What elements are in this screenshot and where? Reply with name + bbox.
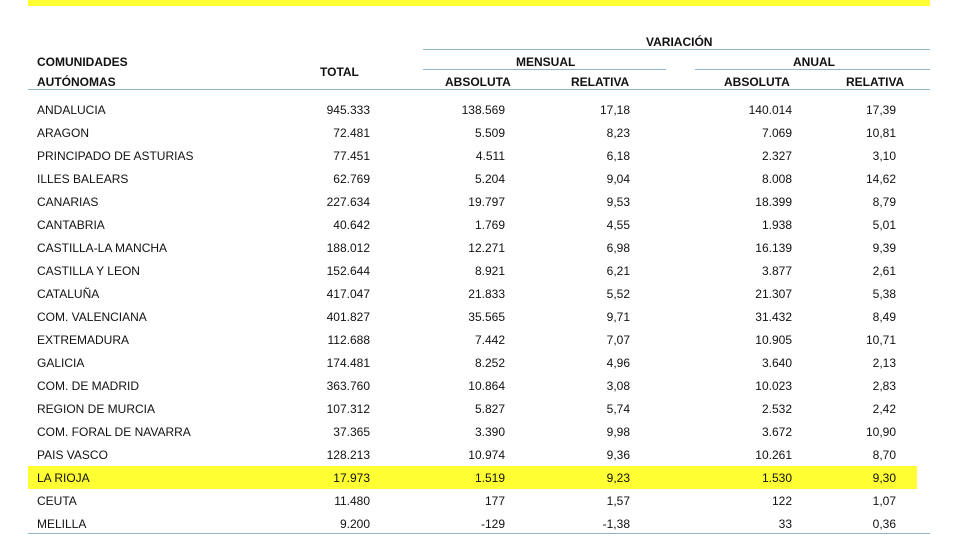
table-row [0,213,960,236]
mensual-relativa-value: 4,96 [606,356,630,370]
mensual-absoluta-value: 19.797 [468,195,505,209]
anual-absoluta-value: 21.307 [755,287,792,301]
mensual-absoluta-value: 3.390 [474,425,505,439]
anual-relativa-value: 8,49 [872,310,896,324]
anual-relativa-value: 1,07 [872,494,896,508]
total-value: 9.200 [339,517,370,531]
table-row [0,98,960,121]
mensual-absoluta-value: 8.252 [474,356,505,370]
region-name: ANDALUCIA [37,103,106,117]
anual-absoluta-value: 122 [771,494,792,508]
mensual-relativa-value: 9,36 [606,448,630,462]
anual-relativa-value: 9,30 [872,471,896,485]
mensual-relativa-value: 7,07 [606,333,630,347]
mensual-absoluta-value: 5.204 [474,172,505,186]
region-name: ILLES BALEARS [37,172,129,186]
anual-relativa-value: 9,39 [872,241,896,255]
mensual-absoluta-value: 7.442 [474,333,505,347]
table-row [0,190,960,213]
mensual-absoluta-value: 12.271 [468,241,505,255]
mensual-relativa-value: 9,23 [606,471,630,485]
anual-relativa-value: 5,01 [872,218,896,232]
mensual-relativa-value: 9,71 [606,310,630,324]
total-value: 188.012 [326,241,370,255]
mensual-absoluta-value: 177 [484,494,505,508]
anual-absoluta-value: 2.532 [761,402,792,416]
table-row [0,374,960,397]
mensual-absoluta-value: 10.864 [468,379,505,393]
region-name: EXTREMADURA [37,333,130,347]
table-row [0,351,960,374]
total-value: 417.047 [326,287,370,301]
region-name: CATALUÑA [37,287,100,301]
anual-absoluta-value: 16.139 [755,241,792,255]
anual-absoluta-value: 2.327 [761,149,792,163]
total-value: 107.312 [326,402,370,416]
anual-relativa-header: RELATIVA [846,75,905,89]
mensual-relativa-value: 4,55 [606,218,630,232]
region-name: CEUTA [37,494,77,508]
mensual-relativa-header: RELATIVA [571,75,630,89]
anual-relativa-value: 10,71 [865,333,896,347]
anual-absoluta-value: 140.014 [748,103,792,117]
mensual-relativa-value: 6,98 [606,241,630,255]
table-row [0,420,960,443]
mensual-absoluta-value: 5.509 [474,126,505,140]
total-header: TOTAL [320,65,359,79]
anual-relativa-value: 2,83 [872,379,896,393]
anual-relativa-value: 17,39 [865,103,896,117]
region-name: CASTILLA Y LEON [37,264,140,278]
mensual-rule [423,69,666,70]
mensual-absoluta-value: 1.519 [474,471,505,485]
total-value: 37.365 [333,425,370,439]
anual-absoluta-value: 10.905 [755,333,792,347]
table-row [0,282,960,305]
mensual-relativa-value: 6,18 [606,149,630,163]
total-value: 363.760 [326,379,370,393]
mensual-relativa-value: 1,57 [606,494,630,508]
table-row [0,305,960,328]
anual-absoluta-value: 8.008 [761,172,792,186]
total-value: 945.333 [326,103,370,117]
total-value: 77.451 [333,149,370,163]
table-row [0,328,960,351]
total-value: 128.213 [326,448,370,462]
region-name: CASTILLA-LA MANCHA [37,241,168,255]
comunidades-header: COMUNIDADES [37,55,128,69]
table-row [0,466,960,489]
total-value: 227.634 [326,195,370,209]
anual-relativa-value: 5,38 [872,287,896,301]
anual-absoluta-header: ABSOLUTA [724,75,790,89]
anual-absoluta-value: 3.672 [761,425,792,439]
total-value: 174.481 [326,356,370,370]
region-name: PAIS VASCO [37,448,108,462]
table-row [0,121,960,144]
anual-absoluta-value: 7.069 [761,126,792,140]
region-name: PRINCIPADO DE ASTURIAS [37,149,194,163]
anual-relativa-value: 10,90 [865,425,896,439]
total-value: 152.644 [326,264,370,278]
table-row [0,144,960,167]
mensual-relativa-value: -1,38 [602,517,630,531]
anual-relativa-value: 10,81 [865,126,896,140]
mensual-relativa-value: 3,08 [606,379,630,393]
anual-absoluta-value: 10.261 [755,448,792,462]
region-name: MELILLA [37,517,87,531]
mensual-relativa-value: 5,52 [606,287,630,301]
mensual-header: MENSUAL [516,55,576,69]
anual-relativa-value: 8,79 [872,195,896,209]
total-value: 17.973 [333,471,370,485]
region-name: CANARIAS [37,195,99,209]
mensual-absoluta-value: 10.974 [468,448,505,462]
region-name: COM. VALENCIANA [37,310,147,324]
anual-relativa-value: 14,62 [865,172,896,186]
anual-absoluta-value: 18.399 [755,195,792,209]
anual-absoluta-value: 33 [778,517,792,531]
variacion-rule [423,49,930,50]
total-value: 112.688 [327,333,370,347]
anual-absoluta-value: 1.938 [761,218,792,232]
region-name: LA RIOJA [37,471,90,485]
anual-header: ANUAL [793,55,835,69]
table-row [0,397,960,420]
anual-absoluta-value: 10.023 [755,379,792,393]
table-row [0,167,960,190]
mensual-relativa-value: 9,53 [606,195,630,209]
mensual-relativa-value: 17,18 [599,103,630,117]
region-name: CANTABRIA [37,218,105,232]
region-name: COM. FORAL DE NAVARRA [37,425,191,439]
mensual-relativa-value: 5,74 [606,402,630,416]
anual-absoluta-value: 31.432 [755,310,792,324]
anual-absoluta-value: 3.877 [761,264,792,278]
mensual-absoluta-value: 8.921 [474,264,505,278]
mensual-absoluta-value: -129 [480,517,505,531]
header-bottom-rule [28,89,930,90]
mensual-relativa-value: 8,23 [606,126,630,140]
mensual-absoluta-value: 35.565 [468,310,505,324]
region-name: COM. DE MADRID [37,379,139,393]
table-bottom-rule [28,533,930,534]
table-row [0,259,960,282]
mensual-absoluta-header: ABSOLUTA [445,75,511,89]
total-value: 11.480 [334,494,370,508]
total-value: 40.642 [333,218,370,232]
mensual-absoluta-value: 21.833 [468,287,505,301]
total-value: 401.827 [326,310,370,324]
table-row [0,489,960,512]
mensual-relativa-value: 9,04 [606,172,630,186]
anual-relativa-value: 3,10 [872,149,896,163]
yellow-top-bar [28,0,930,6]
mensual-absoluta-value: 138.569 [461,103,505,117]
variacion-header: VARIACIÓN [646,35,713,49]
table-row [0,443,960,466]
anual-relativa-value: 0,36 [872,517,896,531]
mensual-relativa-value: 9,98 [606,425,630,439]
table-row [0,236,960,259]
region-name: GALICIA [37,356,85,370]
total-value: 62.769 [333,172,370,186]
anual-absoluta-value: 3.640 [761,356,792,370]
anual-relativa-value: 2,42 [872,402,896,416]
table-row [0,512,960,535]
region-name: ARAGON [37,126,90,140]
total-value: 72.481 [333,126,370,140]
mensual-absoluta-value: 5.827 [474,402,505,416]
mensual-relativa-value: 6,21 [606,264,630,278]
mensual-absoluta-value: 4.511 [475,149,505,163]
region-name: REGION DE MURCIA [37,402,156,416]
anual-absoluta-value: 1.530 [761,471,792,485]
anual-relativa-value: 8,70 [872,448,896,462]
anual-rule [695,69,930,70]
anual-relativa-value: 2,61 [872,264,896,278]
autonomas-header: AUTÓNOMAS [37,75,116,89]
mensual-absoluta-value: 1.769 [474,218,505,232]
anual-relativa-value: 2,13 [872,356,896,370]
